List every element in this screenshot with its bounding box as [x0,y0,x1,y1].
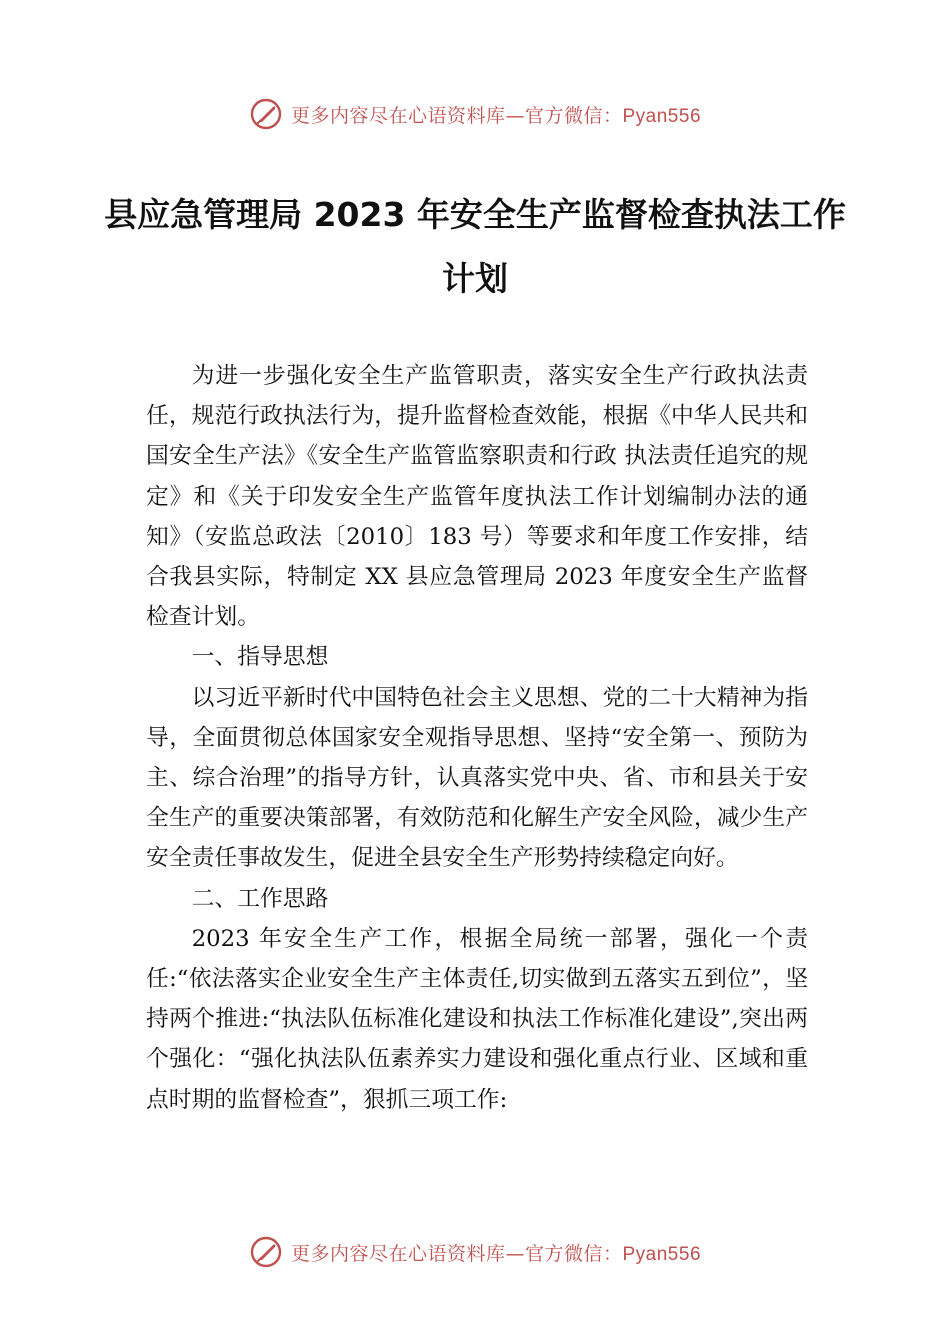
footer-watermark-banner [0,1232,950,1272]
section-heading-work-approach: 二、工作思路 [191,885,329,912]
document-title: 县应急管理局 2023 年安全生产监督检查执法工作计划 [104,195,846,298]
watermark-text [291,101,701,128]
watermark-text [291,1239,701,1266]
document-body [146,356,808,1120]
quill-pen-logo-icon [249,1235,283,1269]
guiding-ideology-paragraph: 以习近平新时代中国特色社会主义思想、党的二十大精神为指导，全面贯彻总体国家安全观指导思想、坚持“安全第一、预防为主、综合治理”的指导方针，认真落实党中央、省、市和县关于安全生产的重要决策部署，有效防范和化解生产安全风险，减少生产安全责任事故发生，促进全县安全生产形势持续稳定向好。 [146,684,808,872]
watermark-prefix: 更多内容尽在心语资料库 [290,104,506,127]
work-approach-paragraph: 2023 年安全生产工作，根据全局统一部署，强化一个责任:“依法落实企业安全生产主体责任,切实做到五落实五到位”，坚持两个推进:“执法队伍标准化建设和执法工作标准化建设”,突出两个强化：“强化执法队伍素养实力建设和强化重点行业、区域和重点时期的监督检查”，狠抓三项工作: [146,925,808,1113]
watermark-separator: — [505,1242,525,1265]
watermark-separator: — [505,104,525,127]
section-heading-guiding-ideology: 一、指导思想 [191,644,329,671]
watermark-contact-id: Pyan556 [622,105,702,127]
watermark-prefix: 更多内容尽在心语资料库 [290,1242,506,1265]
watermark-contact-id: Pyan556 [622,1243,702,1265]
intro-paragraph: 为进一步强化安全生产监管职责，落实安全生产行政执法责任，规范行政执法行为，提升监督检查效能，根据《中华人民共和国安全生产法》《安全生产监管监察职责和行政 执法责任追究的规定》和《关于印发安全生产监管年度执法工作计划编制办法的通知》（安监总政法〔2010〕183 号）等要求和年度工作安排，结合我县实际，特制定 XX 县应急管理局 2023 年度安全生产监督检查计划。 [146,363,808,631]
quill-pen-logo-icon [249,97,283,131]
header-watermark-banner [0,94,950,134]
watermark-contact-label: 官方微信： [524,104,623,127]
watermark-contact-label: 官方微信： [524,1242,623,1265]
